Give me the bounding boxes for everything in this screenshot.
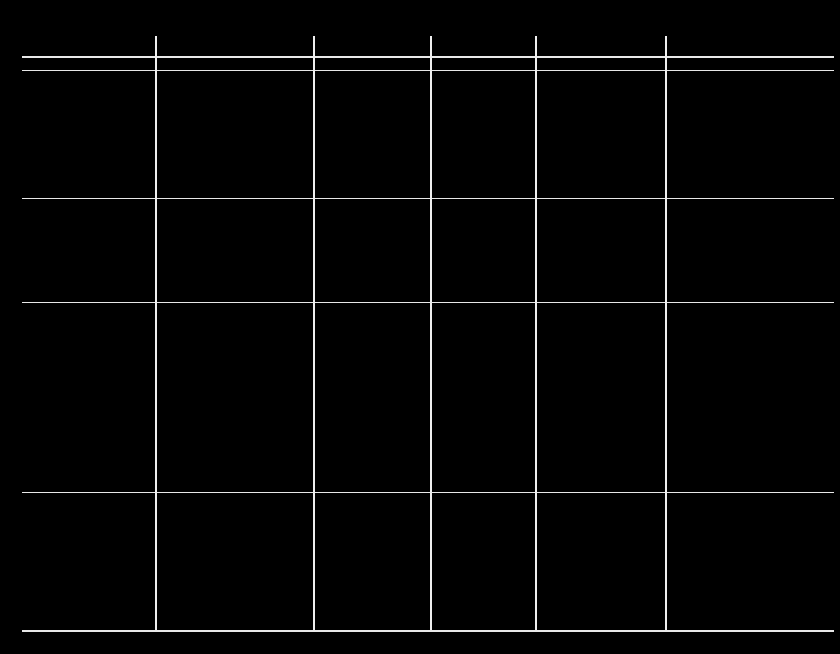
header-rule-top — [22, 56, 834, 58]
period-divider-2 — [22, 302, 834, 303]
column-divider-sociological — [535, 36, 537, 630]
column-divider-characters — [155, 36, 157, 630]
header-rule-ad — [22, 70, 834, 71]
period-divider-1 — [22, 198, 834, 199]
column-divider-technical — [313, 36, 315, 630]
chart-bottom-rule — [22, 630, 834, 632]
column-divider-remarks — [665, 36, 667, 630]
period-divider-3 — [22, 492, 834, 493]
column-divider-data — [430, 36, 432, 630]
